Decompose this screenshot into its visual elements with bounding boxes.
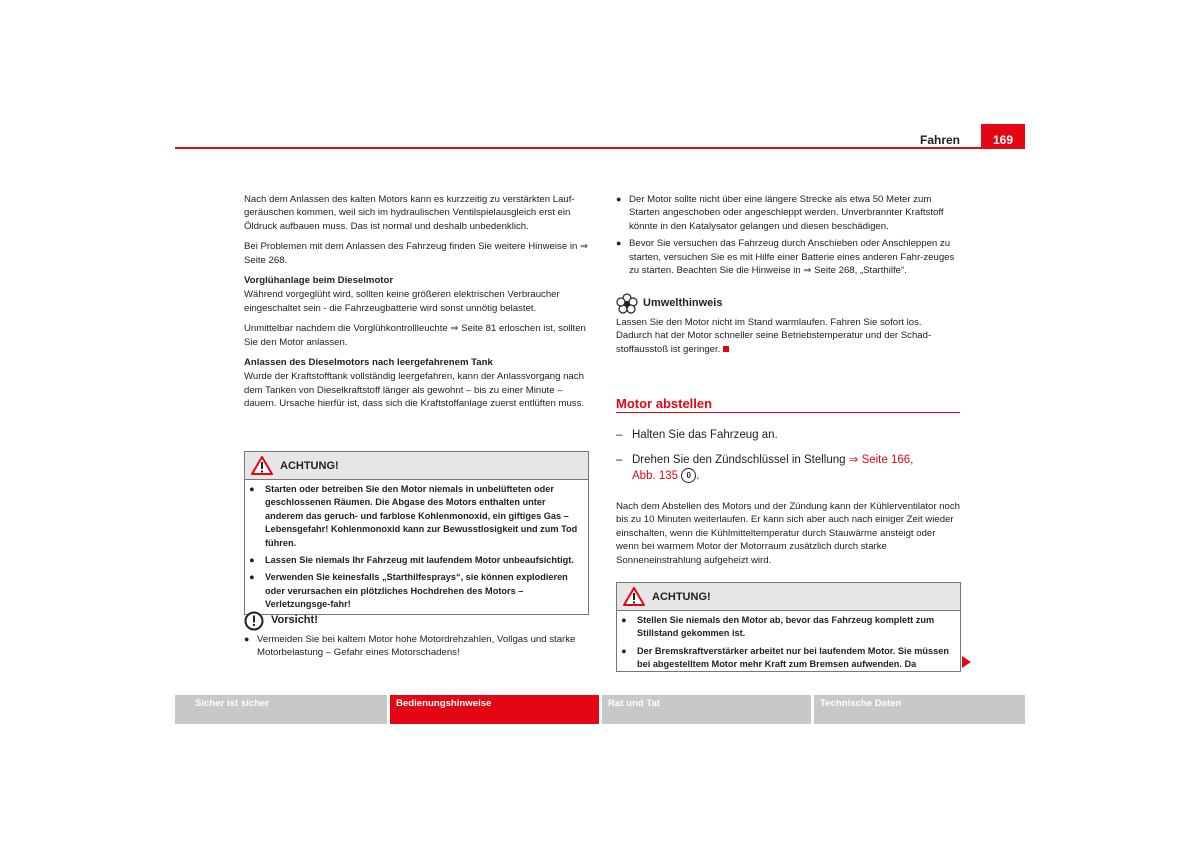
page-number: 169 xyxy=(981,124,1025,149)
warning-body xyxy=(245,480,588,614)
list-item: ● Vermeiden Sie bei kaltem Motor hohe Motordrehzahlen, Vollgas und starke Motorbelastung – Gefahr eines Motorschadens! xyxy=(244,634,576,659)
step-item: – Drehen Sie den Zündschlüssel in Stellung ⇒ Seite 166, Abb. 135 0 . xyxy=(616,454,914,482)
warning-box xyxy=(244,451,589,615)
flower-icon xyxy=(616,293,638,315)
position-badge: 0 xyxy=(681,468,696,483)
warning-header xyxy=(245,452,588,480)
subheading: Vorglühanlage beim Dieselmotor xyxy=(244,275,394,287)
paragraph: Während vorgeglüht wird, sollten keine größeren elektrischen Verbraucher eingeschaltet sein - die Fahrzeugbatterie wird sonst unnötig belastet. xyxy=(244,289,560,314)
list-item: ● Bevor Sie versuchen das Fahrzeug durch Anschieben oder Anschleppen zu starten, versuchen Sie es mit Hilfe einer Batterie eines anderen Fahr-zeuges zu starten. Beachten Sie die Hinweise in ⇒ Seite 268, „Starthilfe“. xyxy=(616,238,955,277)
warning-triangle-icon xyxy=(623,587,645,606)
steps-list xyxy=(616,428,960,484)
list-item: ● Verwenden Sie keinesfalls „Starthilfesprays“, sie können explodieren oder verursachen ein plötzliches Hochdrehen des Motors – Verletzungsge-fahr! xyxy=(249,572,568,610)
tab-rat-und-tat[interactable]: Rat und Tat xyxy=(602,695,811,724)
page-link[interactable]: ⇒ Seite 166, xyxy=(848,454,914,466)
header-rule xyxy=(175,147,1025,149)
list-item: ● Lassen Sie niemals Ihr Fahrzeug mit laufendem Motor unbeaufsichtigt. xyxy=(249,555,574,566)
warning-title: ACHTUNG! xyxy=(280,459,339,472)
tab-sicher-ist-sicher[interactable]: Sicher ist sicher xyxy=(175,695,387,724)
continue-arrow-icon xyxy=(962,656,971,668)
paragraph: Nach dem Abstellen des Motors und der Zündung kann der Kühlerventilator noch bis zu 10 Minuten weiterlaufen. Er kann sich aber auch nach einiger Zeit wieder einschalten, wenn die Kühlmitteltemperatur durch Stauwärme ansteigt oder wenn bei warmem Motor der Motorraum zusätzlich durch starke Sonneneinstrahlung aufgeheizt wird. xyxy=(616,501,960,566)
environment-note xyxy=(616,293,960,356)
warning-triangle-icon xyxy=(251,456,273,475)
caution-title: Vorsicht! xyxy=(271,614,318,627)
footer-nav xyxy=(175,695,1025,724)
left-column xyxy=(244,193,588,418)
step-item: – Halten Sie das Fahrzeug an. xyxy=(616,429,778,441)
tab-technische-daten[interactable]: Technische Daten xyxy=(814,695,1025,724)
list-item: ● Der Bremskraftverstärker arbeitet nur bei laufendem Motor. Sie müssen bei abgestelltem Motor mehr Kraft zum Bremsen aufwenden. Da xyxy=(621,645,949,670)
environment-text: Lassen Sie den Motor nicht im Stand warmlaufen. Fahren Sie sofort los. Dadurch hat der Motor schneller seine Betriebstemperatur und der Schad-stoffausstoß ist geringer. xyxy=(616,317,932,355)
paragraph: Wurde der Kraftstofftank vollständig leergefahren, kann der Anlassvorgang nach dem Tanken von Dieselkraftstoff länger als gewohnt – bis zu einer Minute – dauern. Ursache hierfür ist, dass sich die Kraftstoffanlage zuerst entlüften muss. xyxy=(244,371,585,410)
paragraph: Nach dem Anlassen des kalten Motors kann es kurzzeitig zu verstärkten Lauf-geräuschen kommen, weil sich im hydraulischen Ventilspielausgleich erst ein Öldruck aufbauen muss. Das ist normal und deshalb unbedenklich. xyxy=(244,194,575,232)
exclamation-circle-icon xyxy=(244,611,264,631)
list-item: ● Starten oder betreiben Sie den Motor niemals in unbelüfteten oder geschlossenen Räumen. Die Abgase des Motors enthalten unter anderem das geruch- und farblose Kohlenmonoxid, ein giftiges Gas – Lebensgefahr! Kohlenmonoxid kann zur Bewusstlosigkeit und zum Tod führen. xyxy=(249,484,578,548)
subheading: Anlassen des Dieselmotors nach leergefahrenem Tank xyxy=(244,357,493,369)
section-rule xyxy=(616,412,960,413)
warning-body xyxy=(617,611,960,672)
section-header-title: Fahren xyxy=(919,133,960,147)
end-marker xyxy=(723,346,729,352)
caution-block xyxy=(244,611,588,660)
warning-title: ACHTUNG! xyxy=(652,590,711,603)
list-item: ● Der Motor sollte nicht über eine längere Strecke als etwa 50 Meter zum Starten angeschoben oder angeschleppt werden. Unverbrannter Kraftstoff könnte in den Katalysator gelangen und diesen beschädigen. xyxy=(616,194,944,232)
list-item: ● Stellen Sie niemals den Motor ab, bevor das Fahrzeug komplett zum Stillstand gekommen ist. xyxy=(621,615,935,639)
section-title: Motor abstellen xyxy=(616,396,713,411)
paragraph: Bei Problemen mit dem Anlassen des Fahrzeug finden Sie weitere Hinweise in ⇒ Seite 268. xyxy=(244,241,588,266)
right-column xyxy=(616,193,960,277)
environment-title: Umwelthinweis xyxy=(643,297,723,310)
figure-link[interactable]: Abb. 135 xyxy=(632,470,679,482)
paragraph-block xyxy=(616,500,960,574)
paragraph: Unmittelbar nachdem die Vorglühkontrollleuchte ⇒ Seite 81 erloschen ist, sollten Sie den Motor anlassen. xyxy=(244,323,586,348)
warning-header xyxy=(617,583,960,611)
warning-box xyxy=(616,582,961,672)
tab-bedienungshinweise[interactable]: Bedienungshinweise xyxy=(390,695,599,724)
